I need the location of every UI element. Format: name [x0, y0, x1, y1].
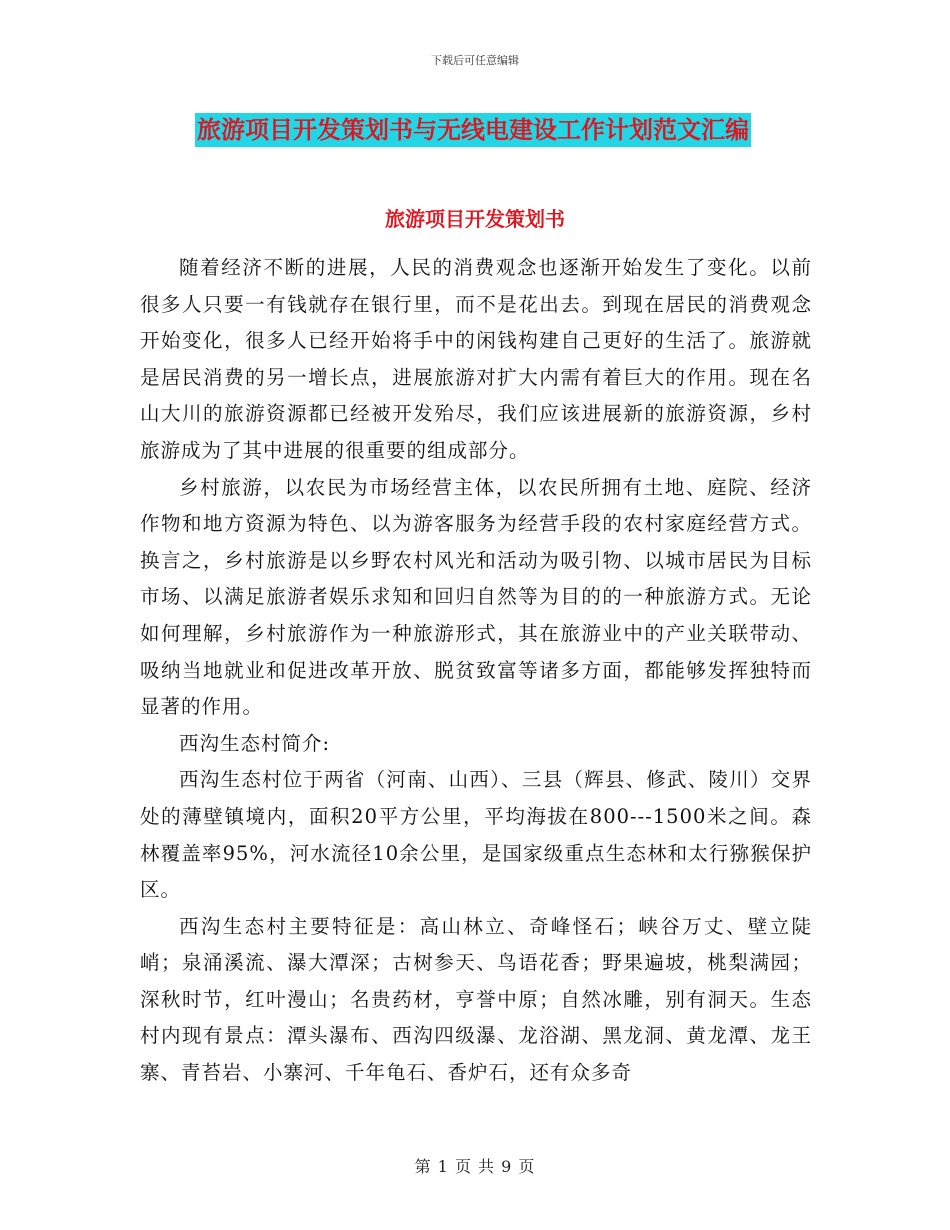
paragraph: 乡村旅游，以农民为市场经营主体，以农民所拥有土地、庭院、经济作物和地方资源为特色、以为游客服务为经营手段的农村家庭经营方式。换言之，乡村旅游是以乡野农村风光和活动为吸引物、以城市居民为目标市场、以满足旅游者娱乐求知和回归自然等为目的的一种旅游方式。无论如何理解，乡村旅游作为一种旅游形式，其在旅游业中的产业关联带动、吸纳当地就业和促进改革开放、脱贫致富等诸多方面，都能够发挥独特而显著的作用。: [140, 475, 812, 719]
section-title: 旅游项目开发策划书: [385, 207, 565, 231]
page-number: 第 1 页 共 9 页: [414, 1157, 536, 1176]
paragraph: 随着经济不断的进展，人民的消费观念也逐渐开始发生了变化。以前很多人只要一有钱就存在银行里，而不是花出去。到现在居民的消费观念开始变化，很多人已经开始将手中的闲钱构建自己更好的生活了。旅游就是居民消费的另一增长点，进展旅游对扩大内需有着巨大的作用。现在名山大川的旅游资源都已经被开发殆尽，我们应该进展新的旅游资源，乡村旅游成为了其中进展的很重要的组成部分。: [140, 256, 812, 462]
paragraph: 西沟生态村位于两省（河南、山西）、三县（辉县、修武、陵川）交界处的薄壁镇境内，面积20平方公里，平均海拔在800---1500米之间。森林覆盖率95%，河水流径10余公里，是国家级重点生态林和太行猕猴保护区。: [140, 768, 812, 902]
header-note: 下载后可任意编辑: [431, 54, 519, 67]
document-title: 旅游项目开发策划书与无线电建设工作计划范文汇编: [195, 113, 751, 147]
paragraph: 西沟生态村主要特征是：高山林立、奇峰怪石；峡谷万丈、壁立陡峭；泉涌溪流、瀑大潭深；古树参天、鸟语花香；野果遍坡，桃梨满园；深秋时节，红叶漫山；名贵药材，亨誉中原；自然冰雕，别有洞天。生态村内现有景点：潭头瀑布、西沟四级瀑、龙浴湖、黑龙洞、黄龙潭、龙王寨、青苔岩、小寨河、千年龟石、香炉石，还有众多奇: [140, 914, 812, 1085]
document-body: [140, 250, 812, 1092]
paragraph: 西沟生态村简介:: [179, 731, 331, 755]
